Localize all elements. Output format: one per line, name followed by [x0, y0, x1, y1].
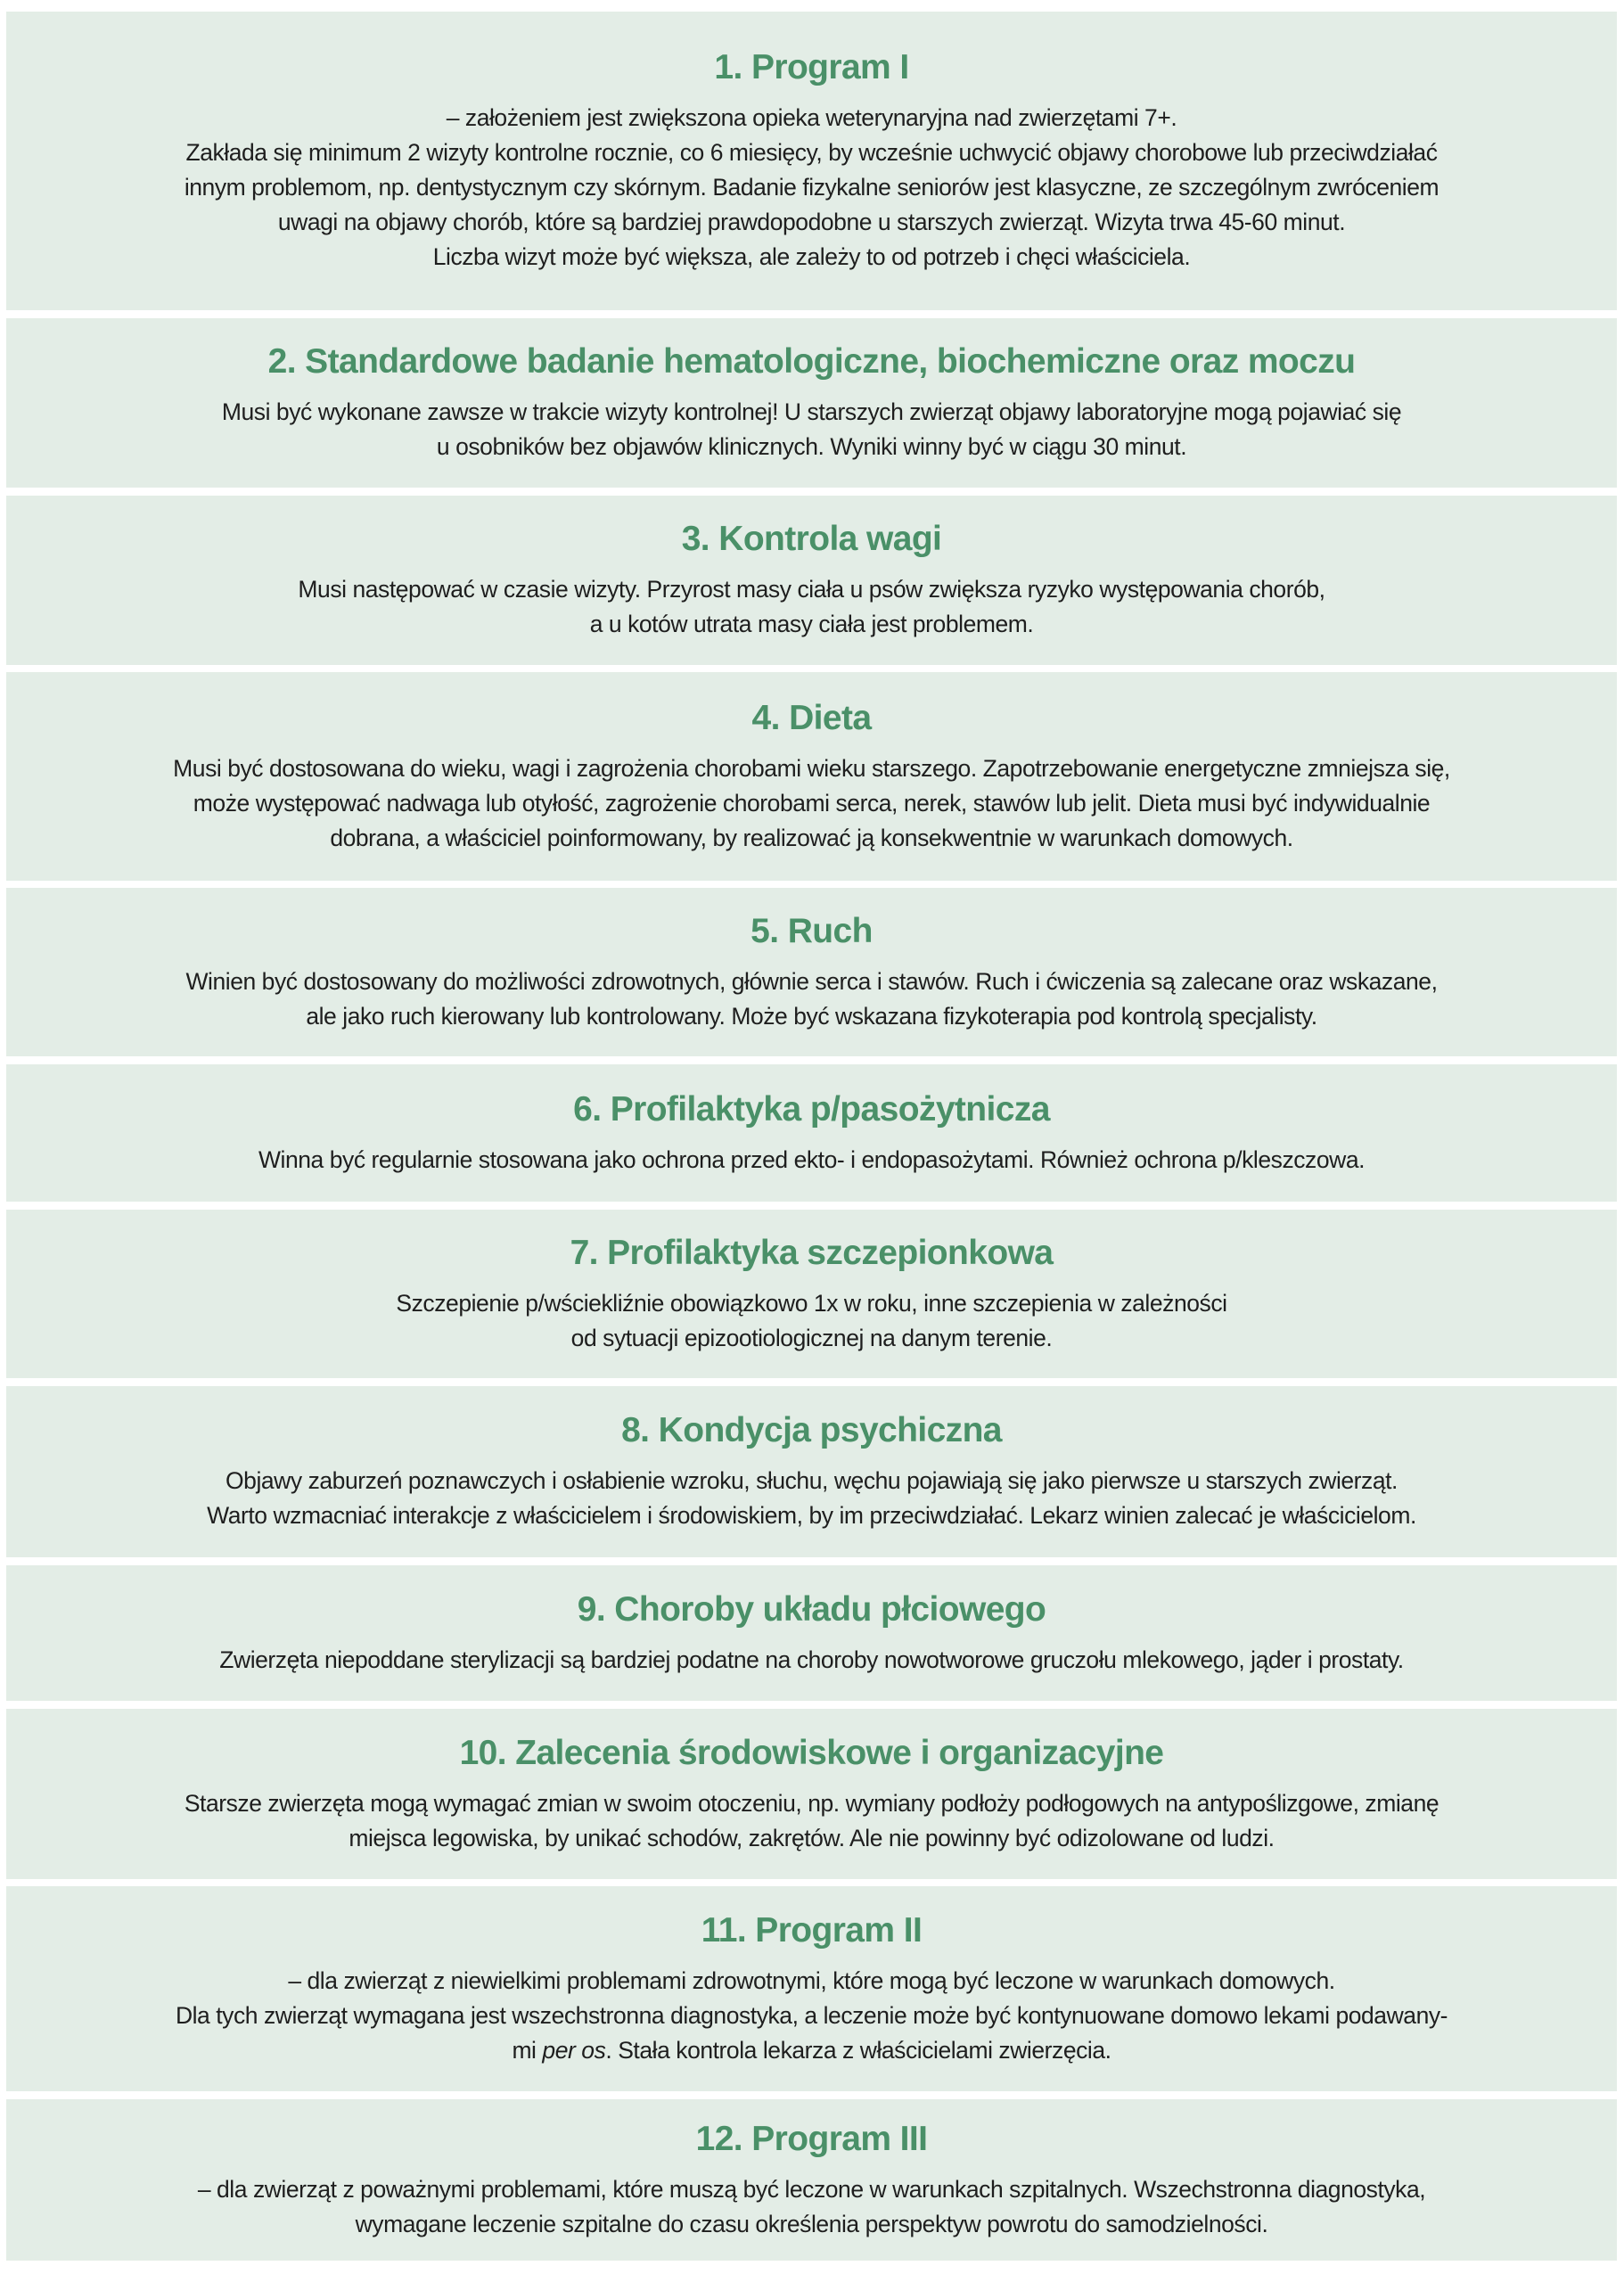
body-line: a u kotów utrata masy ciała jest problemem. [589, 611, 1034, 637]
body-line: – dla zwierząt z poważnymi problemami, które muszą być leczone w warunkach szpitalnych. Wszechstronna diagnostyka, [197, 2175, 1426, 2203]
body-line: Musi być dostosowana do wieku, wagi i zagrożenia chorobami wieku starszego. Zapotrzebowanie energetyczne zmniejsza się, [173, 754, 1450, 782]
body-line: miejsca legowiska, by unikać schodów, zakrętów. Ale nie powinny być odizolowane od ludzi. [349, 1824, 1275, 1851]
section-weight-control [6, 496, 1617, 665]
section-lab-tests [6, 318, 1617, 488]
body-line: Objawy zaburzeń poznawczych i osłabienie wzroku, słuchu, węchu pojawiają się jako pierwsze u starszych zwierząt. [226, 1467, 1398, 1494]
section-title: 6. Profilaktyka p/pasożytnicza [573, 1089, 1050, 1129]
text-segment: mi [512, 2036, 543, 2064]
body-line: Warto wzmacniać interakcje z właścicielem i środowiskiem, by im przeciwdziałać. Lekarz winien zalecać je właścicielom. [207, 1502, 1416, 1529]
section-vaccination [6, 1210, 1617, 1378]
section-body [198, 2172, 1425, 2242]
section-program-2 [6, 1886, 1617, 2091]
section-title: 8. Kondycja psychiczna [621, 1411, 1002, 1449]
section-title: 7. Profilaktyka szczepionkowa [570, 1233, 1054, 1272]
body-line: Musi być wykonane zawsze w trakcie wizyty kontrolnej! U starszych zwierząt objawy laboratoryjne mogą pojawiać się [221, 398, 1402, 425]
section-title: 4. Dieta [751, 698, 872, 737]
section-title: 5. Ruch [750, 911, 873, 950]
section-body [185, 1786, 1439, 1856]
body-line: – dla zwierząt z niewielkimi problemami zdrowotnymi, które mogą być leczone w warunkach domowych. [288, 1966, 1335, 1994]
body-line: Winien być dostosowany do możliwości zdrowotnych, głównie serca i stawów. Ruch i ćwiczenia są zalecane oraz wskazane, [185, 967, 1438, 995]
section-body [258, 1143, 1365, 1178]
italic-term: per os [542, 2036, 606, 2064]
section-body [185, 101, 1439, 275]
section-title: 9. Choroby układu płciowego [577, 1589, 1046, 1629]
section-title: 2. Standardowe badanie hematologiczne, biochemiczne oraz moczu [267, 342, 1356, 381]
section-exercise [6, 888, 1617, 1056]
section-body [396, 1286, 1226, 1356]
body-line: Musi następować w czasie wizyty. Przyrost masy ciała u psów zwiększa ryzyko występowania chorób, [298, 576, 1325, 603]
section-body [222, 395, 1401, 464]
section-parasite-prevention [6, 1064, 1617, 1202]
section-program-3 [6, 2099, 1617, 2261]
section-body [207, 1464, 1416, 1533]
section-diet [6, 672, 1617, 881]
section-title: 10. Zalecenia środowiskowe i organizacyjne [459, 1733, 1164, 1772]
section-body [176, 1964, 1448, 2068]
body-line: – założeniem jest zwiększona opieka weterynaryjna nad zwierzętami 7+. [446, 104, 1177, 131]
body-line: od sytuacji epizootiologicznej na danym terenie. [570, 1324, 1053, 1351]
body-line: Dla tych zwierząt wymagana jest wszechstronna diagnostyka, a leczenie może być kontynuowane domowo lekami podawany- [175, 2001, 1448, 2029]
body-line: Szczepienie p/wściekliźnie obowiązkowo 1x w roku, inne szczepienia w zależności [396, 1289, 1227, 1317]
body-line: może występować nadwaga lub otyłość, zagrożenie chorobami serca, nerek, stawów lub jelit. Dieta musi być indywidualnie [193, 789, 1431, 817]
body-line: wymagane leczenie szpitalne do czasu określenia perspektyw powrotu do samodzielności. [355, 2210, 1268, 2237]
body-line: uwagi na objawy chorób, które są bardziej prawdopodobne u starszych zwierząt. Wizyta trwa 45-60 minut. [277, 209, 1346, 235]
body-line: Liczba wizyt może być większa, ale zależy to od potrzeb i chęci właściciela. [432, 243, 1191, 270]
section-body [219, 1643, 1403, 1678]
body-line: u osobników bez objawów klinicznych. Wyniki winny być w ciągu 30 minut. [436, 433, 1187, 460]
body-line: Winna być regularnie stosowana jako ochrona przed ekto- i endopasożytami. Również ochrona p/kleszczowa. [258, 1145, 1366, 1173]
body-line: innym problemom, np. dentystycznym czy skórnym. Badanie fizykalne seniorów jest klasyczne, ze szczególnym zwróceniem [184, 174, 1439, 201]
body-line: Starsze zwierzęta mogą wymagać zmian w swoim otoczeniu, np. wymiany podłoży podłogowych na antypoślizgowe, zmianę [184, 1789, 1439, 1817]
body-line: Zwierzęta niepoddane sterylizacji są bardziej podatne na choroby nowotworowe gruczołu mlekowego, jąder i prostaty. [219, 1646, 1404, 1673]
section-title: 1. Program I [714, 48, 909, 86]
section-mental-condition [6, 1386, 1617, 1557]
body-line: ale jako ruch kierowany lub kontrolowany. Może być wskazana fizykoterapia pod kontrolą specjalisty. [306, 1002, 1317, 1030]
section-title: 12. Program III [695, 2119, 928, 2158]
section-program-1 [6, 12, 1617, 310]
section-environment-recommendations [6, 1709, 1617, 1879]
section-body [185, 965, 1437, 1034]
body-line: Zakłada się minimum 2 wizyty kontrolne rocznie, co 6 miesięcy, by wcześnie uchwycić objawy chorobowe lub przeciwdziałać [185, 139, 1438, 166]
body-line: dobrana, a właściciel poinformowany, by realizować ją konsekwentnie w warunkach domowych. [330, 824, 1293, 851]
section-title: 11. Program II [701, 1910, 923, 1950]
text-segment: . Stała kontrola lekarza z właścicielami zwierzęcia. [605, 2036, 1111, 2064]
section-title: 3. Kontrola wagi [681, 520, 942, 558]
section-reproductive-diseases [6, 1565, 1617, 1701]
body-line-with-italic [176, 2033, 1448, 2068]
section-body [173, 751, 1450, 856]
section-body [298, 572, 1325, 642]
